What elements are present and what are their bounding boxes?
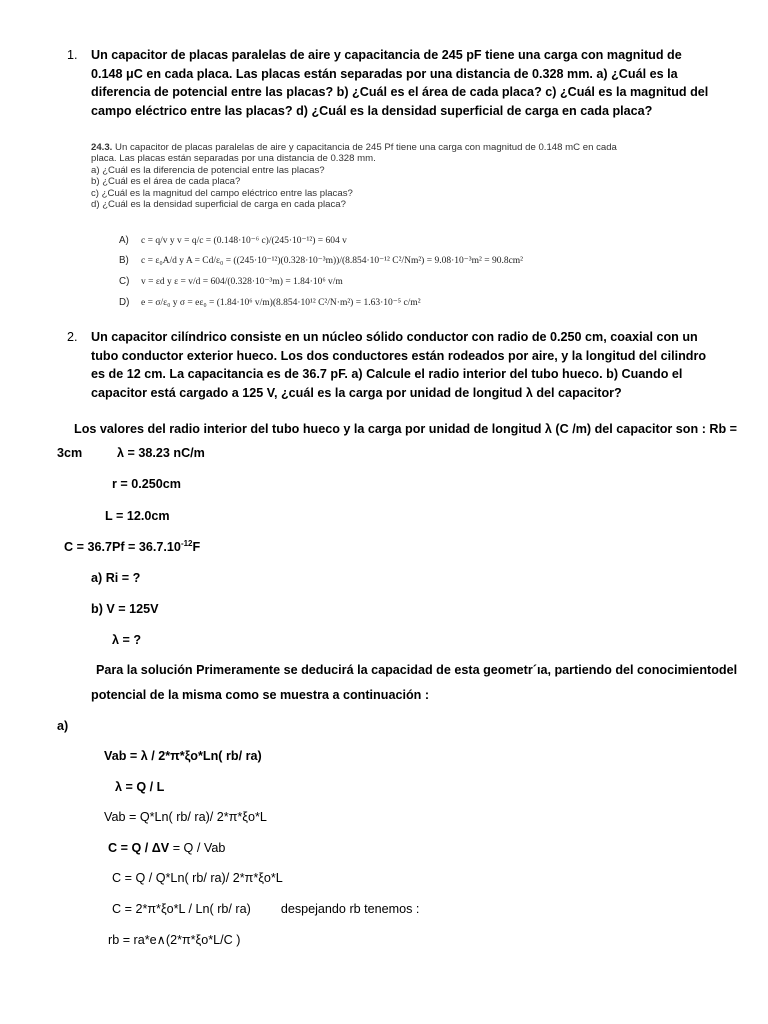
part-a-label: a) bbox=[57, 719, 69, 733]
formula-rb: rb = ra*e∧(2*π*ξo*L/C ) bbox=[108, 933, 241, 947]
scan-line-5: c) ¿Cuál es la magnitud del campo eléctrico entre las placas? bbox=[91, 187, 353, 199]
solution-intro-2: potencial de la misma como se muestra a continuación : bbox=[91, 688, 430, 702]
formula-c-sub: C = Q / Q*Ln( rb/ ra)/ 2*π*ξo*L bbox=[112, 871, 283, 885]
given-C bbox=[64, 538, 200, 556]
given-L: L = 12.0cm bbox=[105, 509, 170, 523]
answer-line-1: Los valores del radio interior del tubo hueco y la carga por unidad de longitud λ (C /m) del capacitor son : Rb = bbox=[74, 422, 738, 436]
given-v: b) V = 125V bbox=[91, 602, 159, 616]
eq-c-label: C) bbox=[119, 276, 130, 287]
scan-line-2: placa. Las placas están separadas por una distancia de 0.328 mm. bbox=[91, 153, 376, 165]
answer-lambda-value: λ = 38.23 nC/m bbox=[117, 446, 205, 460]
eq-c-text: v = εd y ε = v/d = 604/(0.328·10⁻³m) = 1.84·10⁶ v/m bbox=[141, 277, 343, 287]
given-C-exponent: -12 bbox=[180, 538, 193, 548]
scan-problem-number: 24.3. bbox=[91, 142, 113, 153]
eq-b-text: c = ε₀A/d y A = Cd/ε₀ = ((245·10⁻¹²)(0.328·10⁻³m))/(8.854·10⁻¹² C²/Nm²) = 9.08·10⁻³m² = 90.8cm² bbox=[141, 256, 524, 266]
eq-a-label: A) bbox=[119, 235, 129, 246]
formula-c-final-eq: C = 2*π*ξo*L / Ln( rb/ ra) bbox=[112, 902, 251, 916]
formula-c-final-note: despejando rb tenemos : bbox=[280, 902, 420, 916]
scan-equation-a bbox=[119, 233, 347, 249]
scan-heading-text: Un capacitor de placas paralelas de aire y capacitancia de 245 Pf tiene una carga con magnitud de 0.148 mC en cada bbox=[112, 142, 617, 153]
eq-d-text: e = σ/ε₀ y σ = eε₀ = (1.84·10⁶ v/m)(8.854·10¹² C²/N·m²) = 1.63·10⁻⁵ c/m² bbox=[141, 298, 421, 308]
given-C-unit: F bbox=[192, 540, 201, 554]
scan-line-3: a) ¿Cuál es la diferencia de potencial entre las placas? bbox=[91, 164, 325, 176]
scan-equation-c bbox=[119, 274, 343, 290]
scanned-solution-image bbox=[91, 142, 661, 317]
formula-c-final bbox=[112, 900, 419, 918]
scan-heading bbox=[91, 142, 661, 153]
formula-c-def bbox=[108, 839, 225, 857]
scan-equation-b bbox=[119, 253, 523, 269]
answer-rb-value: 3cm bbox=[57, 446, 83, 460]
q2-text: Un capacitor cilíndrico consiste en un núcleo sólido conductor con radio de 0.250 cm, coaxial con un tubo conductor exterior hueco. Los dos conductores están rodeados por aire, y la longitud del cilindro es de 12 cm. La capacitancia es de 36.7 pF. a) Calcule el radio interior del tubo hueco. b) Cuando el capacitor está cargado a 125 V, ¿cuál es la carga por unidad de longitud λ del capacitor? bbox=[91, 330, 707, 400]
formula-c-def-rest: = Q / Vab bbox=[169, 841, 226, 855]
eq-d-label: D) bbox=[119, 297, 130, 308]
scan-line-4: b) ¿Cuál es el área de cada placa? bbox=[91, 176, 241, 188]
given-C-main: C = 36.7Pf = 36.7.10 bbox=[64, 540, 181, 554]
q2-number: 2. bbox=[67, 330, 78, 344]
q1-text: Un capacitor de placas paralelas de aire y capacitancia de 245 pF tiene una carga con magnitud de 0.148 μC en cada placa. Las placas están separadas por una distancia de 0.328 mm. a) ¿Cuál es la diferencia de potencial entre las placas? b) ¿Cuál es el área de cada placa? c) ¿Cuál es la magnitud del campo eléctrico entre las placas? d) ¿Cuál es la densidad superficial de carga en cada placa? bbox=[91, 48, 709, 118]
eq-b-label: B) bbox=[119, 255, 129, 266]
solution-intro-1: Para la solución Primeramente se deducirá la capacidad de esta geometr´ıa, partiendo del conocimientodel bbox=[96, 663, 738, 677]
eq-a-text: c = q/v y v = q/c = (0.148·10⁻⁶ c)/(245·10⁻¹²) = 604 v bbox=[141, 236, 347, 246]
formula-vab-q: Vab = Q*Ln( rb/ ra)/ 2*π*ξo*L bbox=[104, 810, 267, 824]
unknown-ri: a) Ri = ? bbox=[91, 571, 141, 585]
scan-equation-d bbox=[119, 295, 421, 311]
q1-number: 1. bbox=[67, 48, 78, 62]
scan-line-6: d) ¿Cuál es la densidad superficial de carga en cada placa? bbox=[91, 199, 346, 211]
formula-vab: Vab = λ / 2*π*ξo*Ln( rb/ ra) bbox=[104, 749, 262, 763]
formula-c-def-bold: C = Q / ΔV bbox=[108, 841, 170, 855]
unknown-lambda: λ = ? bbox=[112, 633, 142, 647]
given-r: r = 0.250cm bbox=[112, 477, 181, 491]
formula-lambda: λ = Q / L bbox=[115, 780, 165, 794]
